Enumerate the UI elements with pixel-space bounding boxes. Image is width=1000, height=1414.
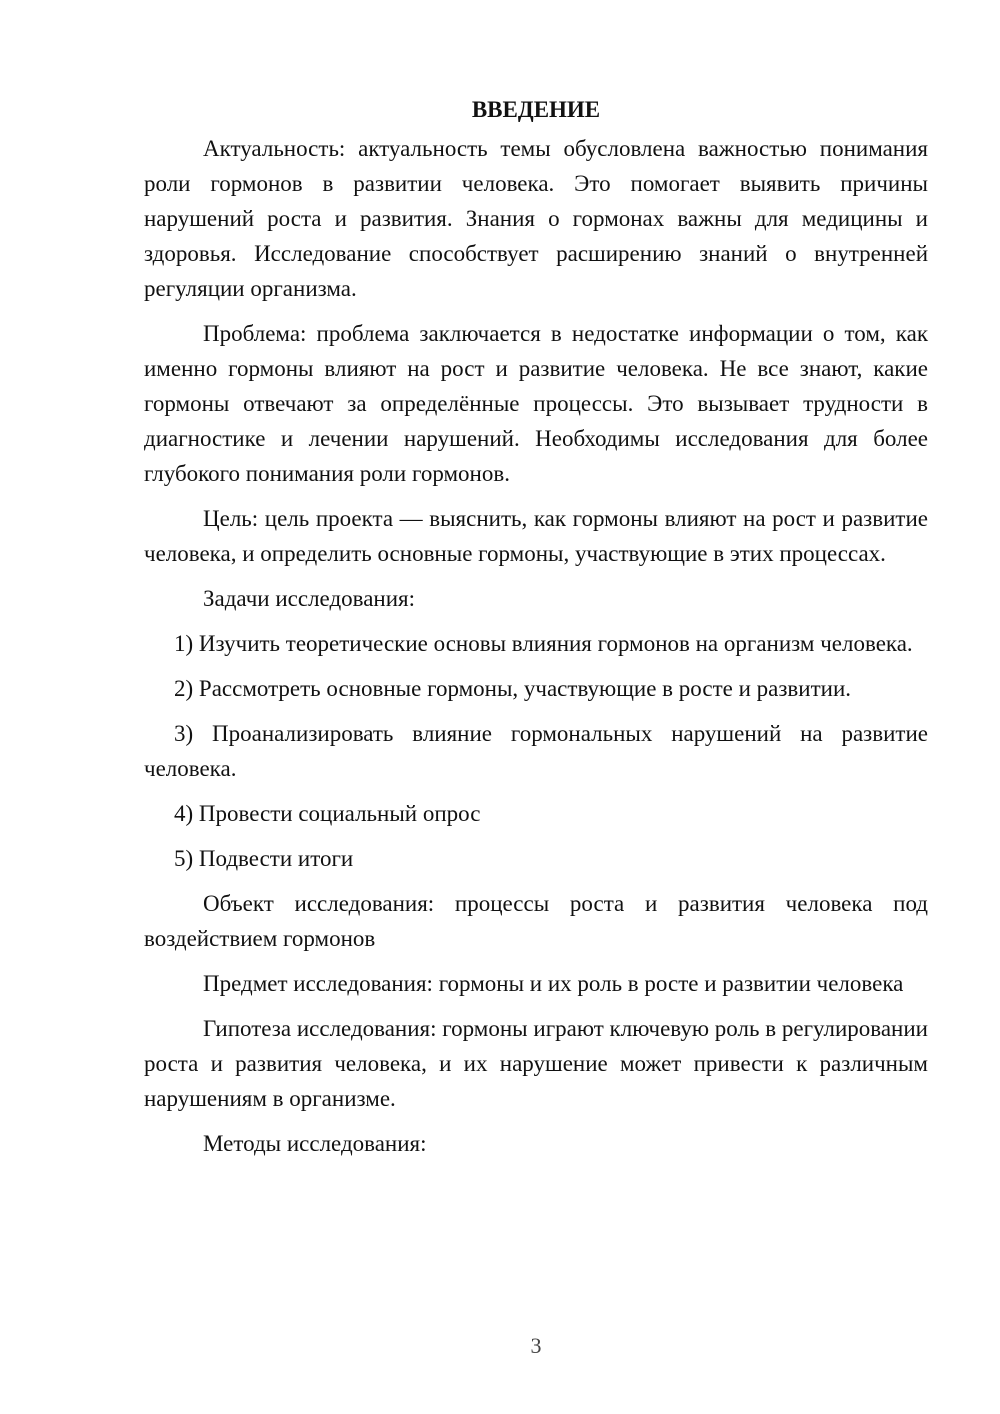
- page-content: [144, 92, 928, 1171]
- paragraph-problem: Проблема: проблема заключается в недостатке информации о том, как именно гормоны влияют на рост и развитие человека. Не все знают, какие гормоны отвечают за определённые процессы. Это вызывает трудности в диагностике и лечении нарушений. Необходимы исследования для более глубокого понимания роли гормонов.: [144, 321, 928, 486]
- paragraph-relevance: Актуальность: актуальность темы обусловлена важностью понимания роли гормонов в развитии человека. Это помогает выявить причины нарушений роста и развития. Знания о гормонах важны для медицины и здоровья. Исследование способствует расширению знаний о внутренней регуляции организма.: [144, 136, 928, 301]
- task-item-4: 4) Провести социальный опрос: [174, 801, 481, 826]
- task-item-1: 1) Изучить теоретические основы влияния гормонов на организм человека.: [174, 631, 913, 656]
- task-item-3: 3) Проанализировать влияние гормональных нарушений на развитие человека.: [144, 721, 928, 781]
- tasks-heading: Задачи исследования:: [203, 586, 416, 611]
- paragraph-subject: Предмет исследования: гормоны и их роль в росте и развитии человека: [203, 971, 904, 996]
- paragraph-hypothesis: Гипотеза исследования: гормоны играют ключевую роль в регулировании роста и развития человека, и их нарушение может привести к различным нарушениям в организме.: [144, 1016, 928, 1111]
- paragraph-goal: Цель: цель проекта — выяснить, как гормоны влияют на рост и развитие человека, и определить основные гормоны, участвующие в этих процессах.: [144, 506, 928, 566]
- section-title: ВВЕДЕНИЕ: [471, 97, 601, 122]
- paragraph-object: Объект исследования: процессы роста и развития человека под воздействием гормонов: [144, 891, 928, 951]
- task-item-2: 2) Рассмотреть основные гормоны, участвующие в росте и развитии.: [174, 676, 852, 701]
- page-number: 3: [530, 1333, 542, 1358]
- methods-heading: Методы исследования:: [203, 1131, 427, 1156]
- task-item-5: 5) Подвести итоги: [174, 846, 354, 871]
